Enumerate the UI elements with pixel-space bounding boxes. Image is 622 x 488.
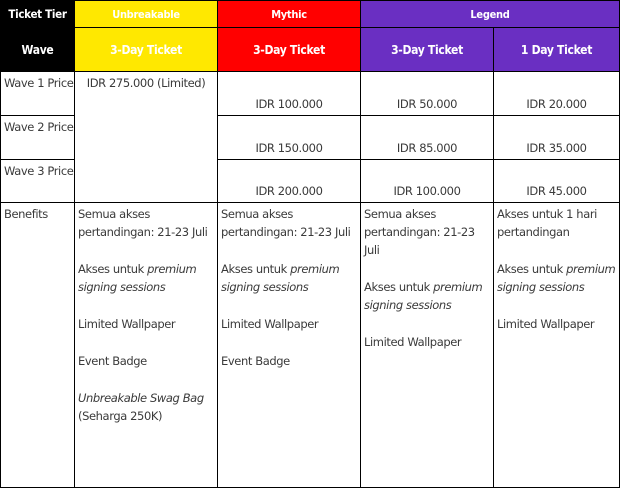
benefit-wallpaper: Limited Wallpaper bbox=[78, 317, 176, 331]
benefit-wallpaper: Limited Wallpaper bbox=[221, 317, 319, 331]
benefit-signing-sessions bbox=[364, 278, 491, 314]
price-value: IDR 100.000 bbox=[393, 184, 461, 198]
benefits-label: Benefits bbox=[0, 203, 75, 488]
wave-label: Wave bbox=[21, 42, 54, 57]
mythic-wave-3-price bbox=[218, 160, 361, 203]
benefit-emphasis: premium signing sessions bbox=[221, 262, 340, 294]
benefit-emphasis: Unbreakable Swag Bag bbox=[78, 391, 204, 405]
legend-3day-wave-1-price bbox=[361, 72, 494, 116]
price-value: IDR 85.000 bbox=[396, 141, 458, 155]
wave-2-label: Wave 2 Price bbox=[0, 116, 75, 160]
legend-1day-wave-3-price bbox=[494, 160, 620, 203]
legend-1day-wave-2-price bbox=[494, 116, 620, 160]
ticket-type-label: 3-Day Ticket bbox=[391, 42, 463, 57]
mythic-benefits bbox=[218, 203, 361, 488]
price-value: IDR 35.000 bbox=[526, 141, 587, 155]
benefit-text: (Seharga 250K) bbox=[78, 409, 163, 423]
price-value: IDR 200.000 bbox=[255, 184, 323, 198]
mythic-wave-1-price bbox=[218, 72, 361, 116]
legend-3day-ticket-type bbox=[361, 28, 494, 72]
benefit-text: Akses untuk bbox=[78, 262, 148, 276]
benefit-text: Akses untuk bbox=[364, 280, 434, 294]
unbreakable-price: IDR 275.000 (Limited) bbox=[75, 72, 218, 203]
benefit-swag-bag bbox=[78, 389, 215, 425]
unbreakable-ticket-type bbox=[75, 28, 218, 72]
benefit-match-access: Semua akses pertandingan: 21-23 Juli bbox=[78, 207, 208, 239]
benefit-emphasis: premium signing sessions bbox=[78, 262, 197, 294]
benefit-match-access: Semua akses pertandingan: 21-23 Juli bbox=[221, 207, 351, 239]
tier-legend-header bbox=[361, 0, 620, 28]
tier-unbreakable-header bbox=[75, 0, 218, 28]
ticket-type-label: 3-Day Ticket bbox=[110, 42, 182, 57]
benefit-signing-sessions bbox=[221, 260, 358, 296]
unbreakable-benefits bbox=[75, 203, 218, 488]
ticket-type-label: 3-Day Ticket bbox=[253, 42, 325, 57]
benefit-event-badge: Event Badge bbox=[78, 354, 147, 368]
benefit-text: Akses untuk bbox=[497, 262, 567, 276]
benefit-match-access: Semua akses pertandingan: 21-23 Juli bbox=[364, 207, 475, 257]
price-value: IDR 50.000 bbox=[396, 97, 458, 111]
ticket-tier-header bbox=[0, 0, 75, 28]
benefit-text: Akses untuk bbox=[221, 262, 291, 276]
mythic-ticket-type bbox=[218, 28, 361, 72]
benefit-wallpaper: Limited Wallpaper bbox=[497, 317, 595, 331]
wave-header bbox=[0, 28, 75, 72]
benefit-event-badge: Event Badge bbox=[221, 354, 290, 368]
tier-mythic-name: Mythic bbox=[271, 7, 307, 21]
price-value: IDR 150.000 bbox=[255, 141, 323, 155]
price-value: IDR 100.000 bbox=[255, 97, 323, 111]
mythic-wave-2-price bbox=[218, 116, 361, 160]
tier-legend-name: Legend bbox=[470, 7, 510, 21]
tier-unbreakable-name: Unbreakable bbox=[112, 7, 180, 21]
benefit-wallpaper: Limited Wallpaper bbox=[364, 335, 462, 349]
benefit-emphasis: premium signing sessions bbox=[364, 280, 483, 312]
ticket-tier-label: Ticket Tier bbox=[8, 7, 67, 21]
wave-1-label: Wave 1 Price bbox=[0, 72, 75, 116]
tier-mythic-header bbox=[218, 0, 361, 28]
ticket-type-label: 1 Day Ticket bbox=[520, 42, 593, 57]
wave-3-label: Wave 3 Price bbox=[0, 160, 75, 203]
legend-3day-wave-2-price bbox=[361, 116, 494, 160]
price-value: IDR 45.000 bbox=[526, 184, 587, 198]
benefit-match-access: Akses untuk 1 hari pertandingan bbox=[497, 207, 597, 239]
price-value: IDR 20.000 bbox=[526, 97, 587, 111]
legend-1day-wave-1-price bbox=[494, 72, 620, 116]
legend-1day-benefits bbox=[494, 203, 620, 488]
legend-3day-benefits bbox=[361, 203, 494, 488]
legend-1day-ticket-type bbox=[494, 28, 620, 72]
benefit-emphasis: premium signing sessions bbox=[497, 262, 616, 294]
benefit-signing-sessions bbox=[78, 260, 215, 296]
benefit-signing-sessions bbox=[497, 260, 617, 296]
legend-3day-wave-3-price bbox=[361, 160, 494, 203]
